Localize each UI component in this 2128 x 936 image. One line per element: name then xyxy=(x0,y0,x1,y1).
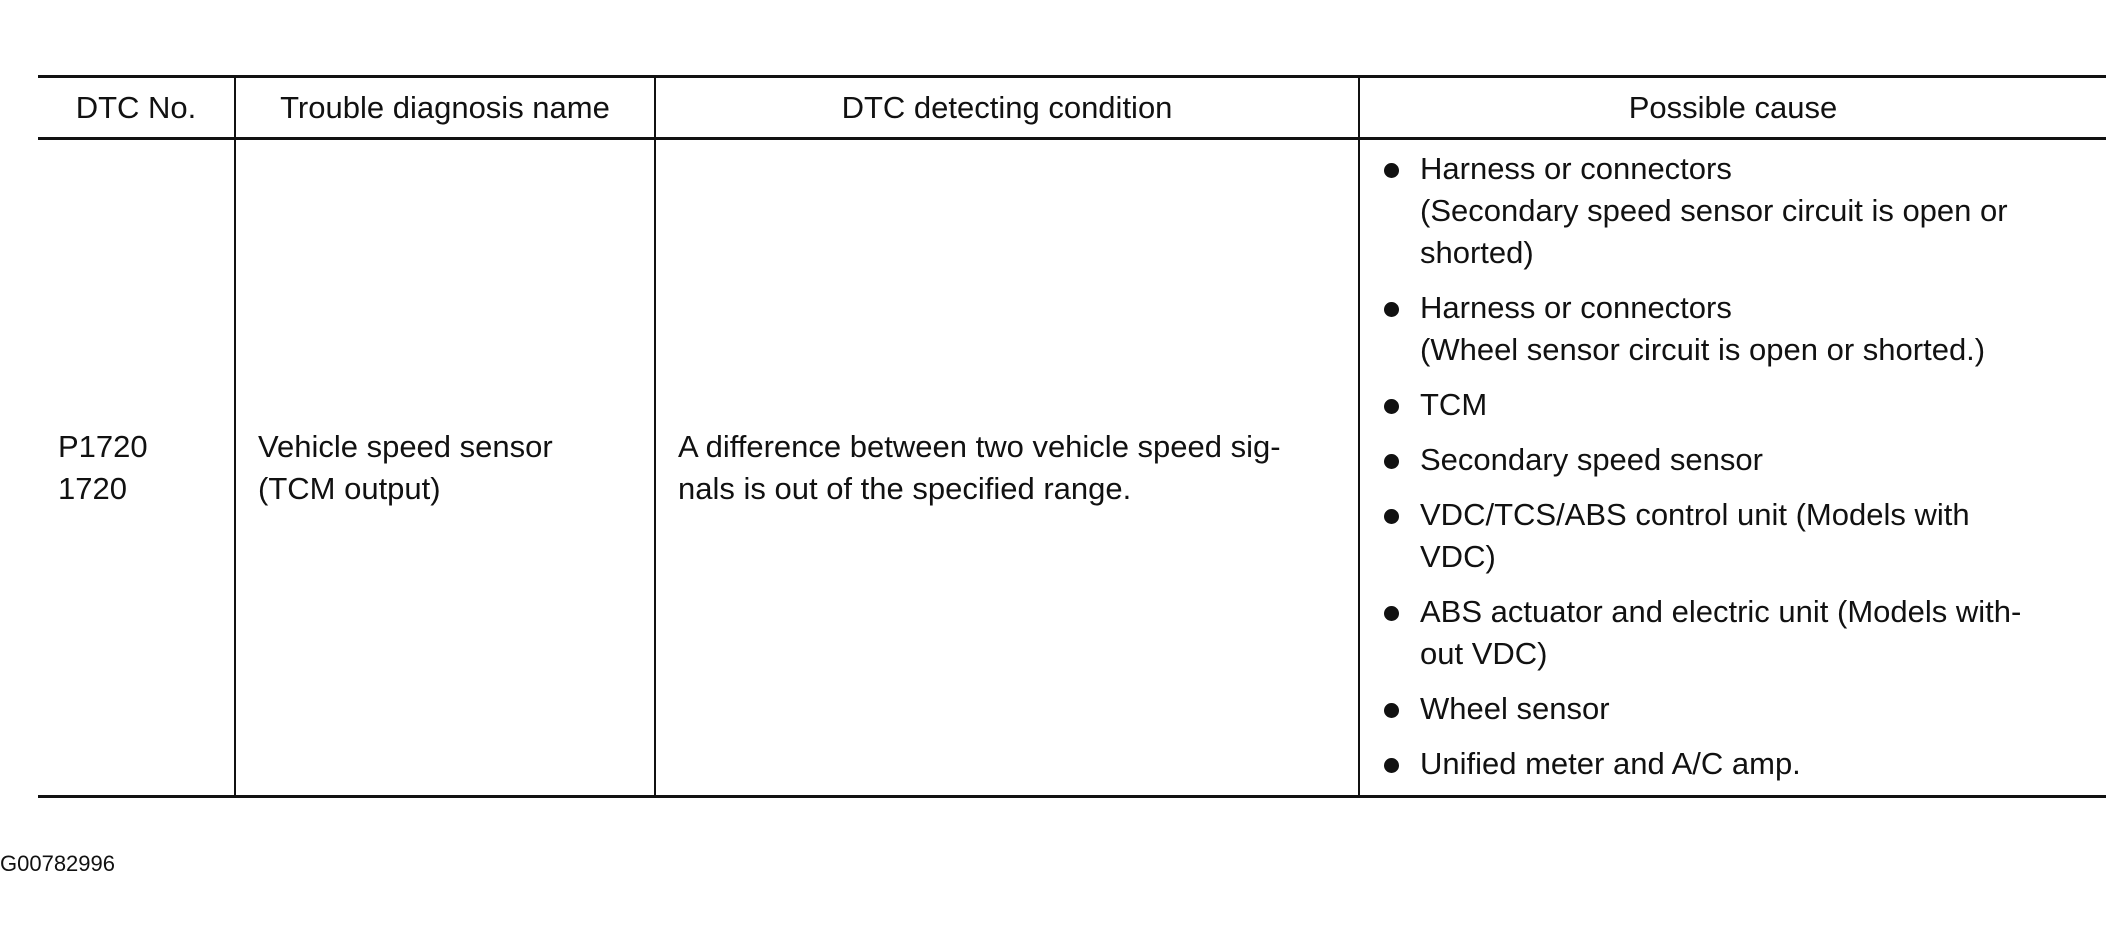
cause-line: out VDC) xyxy=(1420,636,1548,671)
figure-id: G00782996 xyxy=(0,851,115,876)
list-item xyxy=(1382,494,2096,578)
dtc-code: P1720 xyxy=(58,428,148,464)
cause-line: Harness or connectors xyxy=(1420,290,1732,325)
condition-line: nals is out of the specified range. xyxy=(678,470,1132,506)
bullet-icon xyxy=(1384,302,1399,317)
cause-line: Wheel sensor xyxy=(1420,691,1610,726)
table-header-row xyxy=(38,77,2106,139)
list-item xyxy=(1382,439,2096,481)
diagnosis-name-line: (TCM output) xyxy=(258,470,441,506)
cause-line: VDC) xyxy=(1420,539,1496,574)
header-dtc-detecting-condition: DTC detecting condition xyxy=(655,77,1359,139)
cause-line: Harness or connectors xyxy=(1420,151,1732,186)
cause-line: (Wheel sensor circuit is open or shorted.) xyxy=(1420,332,1986,367)
list-item xyxy=(1382,591,2096,675)
list-item xyxy=(1382,287,2096,371)
header-dtc-no: DTC No. xyxy=(75,89,197,125)
bullet-icon xyxy=(1384,399,1399,414)
cause-line: (Secondary speed sensor circuit is open or xyxy=(1420,193,2008,228)
cause-line: VDC/TCS/ABS control unit (Models with xyxy=(1420,497,1970,532)
cell-possible-cause xyxy=(1359,139,2106,797)
list-item xyxy=(1382,148,2096,274)
bullet-icon xyxy=(1384,703,1399,718)
list-item xyxy=(1382,384,2096,426)
bullet-icon xyxy=(1384,758,1399,773)
cause-line: ABS actuator and electric unit (Models with- xyxy=(1420,594,2022,629)
dtc-code-short: 1720 xyxy=(58,470,127,506)
bullet-icon xyxy=(1384,509,1399,524)
list-item xyxy=(1382,688,2096,730)
cell-trouble-diagnosis-name xyxy=(235,139,655,797)
bullet-icon xyxy=(1384,606,1399,621)
cell-dtc-detecting-condition xyxy=(655,139,1359,797)
cause-line: shorted) xyxy=(1420,235,1534,270)
table-row xyxy=(38,139,2106,797)
cell-dtc-no xyxy=(38,139,235,797)
diagnosis-name-line: Vehicle speed sensor xyxy=(258,428,553,464)
dtc-table xyxy=(38,75,2106,798)
cause-line: TCM xyxy=(1420,387,1488,422)
bullet-icon xyxy=(1384,163,1399,178)
bullet-icon xyxy=(1384,454,1399,469)
cause-line: Secondary speed sensor xyxy=(1420,442,1763,477)
header-trouble-diagnosis-name: Trouble diagnosis name xyxy=(235,77,655,139)
header-possible-cause: Possible cause xyxy=(1359,77,2106,139)
condition-line: A difference between two vehicle speed sig- xyxy=(678,428,1281,464)
list-item xyxy=(1382,743,2096,785)
possible-cause-list xyxy=(1382,148,2096,785)
cause-line: Unified meter and A/C amp. xyxy=(1420,746,1801,781)
